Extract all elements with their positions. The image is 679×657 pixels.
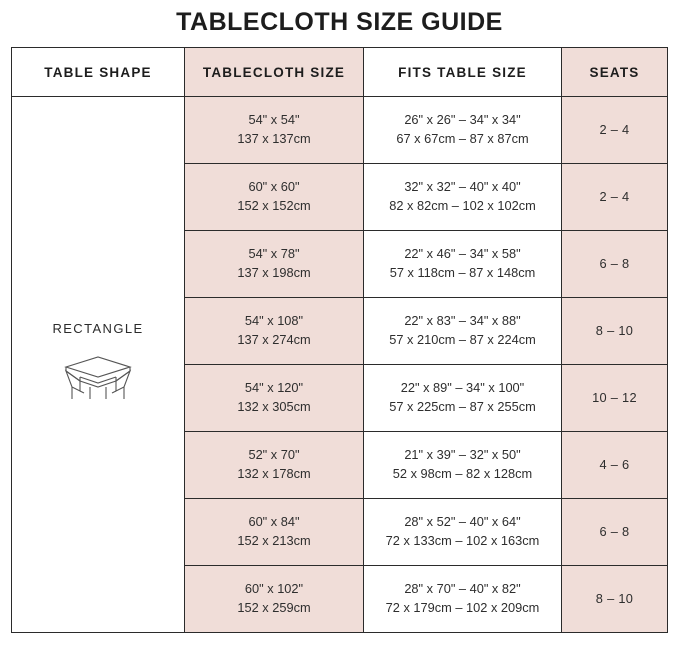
column-header-tablecloth-size: TABLECLOTH SIZE <box>185 48 364 97</box>
fits-size-inches: 22" x 83" – 34" x 88" <box>404 313 521 329</box>
table-shape-cell <box>12 97 185 633</box>
table-body <box>12 97 668 633</box>
cloth-size-cell <box>185 97 364 164</box>
fits-size-cm: 67 x 67cm – 87 x 87cm <box>396 131 529 146</box>
cloth-size-inches: 60" x 102" <box>244 581 304 597</box>
seats-cell: 2 – 4 <box>562 97 668 164</box>
fits-size-inches: 26" x 26" – 34" x 34" <box>404 112 521 128</box>
cloth-size-cm: 132 x 305cm <box>237 399 311 414</box>
seats-cell: 8 – 10 <box>562 566 668 633</box>
cloth-size-cell <box>185 231 364 298</box>
cloth-size-cell <box>185 432 364 499</box>
cloth-size-cell <box>185 566 364 633</box>
cloth-size-cm: 137 x 137cm <box>237 131 311 146</box>
fits-table-cell <box>364 566 562 633</box>
fits-size-cm: 72 x 133cm – 102 x 163cm <box>385 533 540 548</box>
header-row <box>12 48 668 97</box>
fits-table-cell <box>364 365 562 432</box>
cloth-size-cm: 152 x 259cm <box>237 600 311 615</box>
fits-size-inches: 22" x 89" – 34" x 100" <box>400 380 525 396</box>
fits-size-inches: 28" x 70" – 40" x 82" <box>404 581 521 597</box>
fits-size-cm: 82 x 82cm – 102 x 102cm <box>389 198 536 213</box>
column-header-fits-table-size: FITS TABLE SIZE <box>364 48 562 97</box>
seats-cell: 6 – 8 <box>562 231 668 298</box>
cloth-size-inches: 52" x 70" <box>248 447 300 463</box>
fits-size-cm: 57 x 118cm – 87 x 148cm <box>389 265 536 280</box>
fits-size-inches: 21" x 39" – 32" x 50" <box>404 447 521 463</box>
cloth-size-cm: 132 x 178cm <box>237 466 311 481</box>
fits-size-cm: 52 x 98cm – 82 x 128cm <box>392 466 533 481</box>
fits-size-inches: 28" x 52" – 40" x 64" <box>404 514 521 530</box>
fits-size-inches: 22" x 46" – 34" x 58" <box>404 246 521 262</box>
cloth-size-inches: 54" x 78" <box>248 246 300 262</box>
fits-size-cm: 57 x 210cm – 87 x 224cm <box>389 332 536 347</box>
cloth-size-cell <box>185 499 364 566</box>
cloth-size-cm: 137 x 274cm <box>237 332 311 347</box>
cloth-size-cm: 152 x 213cm <box>237 533 311 548</box>
seats-cell: 2 – 4 <box>562 164 668 231</box>
fits-table-cell <box>364 231 562 298</box>
fits-table-cell <box>364 164 562 231</box>
column-header-seats: SEATS <box>562 48 668 97</box>
cloth-size-cell <box>185 164 364 231</box>
cloth-size-inches: 54" x 120" <box>244 380 304 396</box>
cloth-size-cm: 137 x 198cm <box>237 265 311 280</box>
rectangular-table-icon <box>12 347 184 409</box>
fits-table-cell <box>364 499 562 566</box>
table-header <box>12 48 668 97</box>
cloth-size-inches: 60" x 60" <box>248 179 300 195</box>
seats-cell: 8 – 10 <box>562 298 668 365</box>
cloth-size-cm: 152 x 152cm <box>237 198 311 213</box>
tablecloth-size-table <box>11 47 668 633</box>
cloth-size-cell <box>185 298 364 365</box>
table-row <box>12 97 668 164</box>
fits-table-cell <box>364 298 562 365</box>
fits-table-cell <box>364 432 562 499</box>
seats-cell: 4 – 6 <box>562 432 668 499</box>
cloth-size-inches: 60" x 84" <box>248 514 300 530</box>
page-title: TABLECLOTH SIZE GUIDE <box>176 8 503 36</box>
cloth-size-inches: 54" x 108" <box>244 313 304 329</box>
seats-cell: 10 – 12 <box>562 365 668 432</box>
fits-size-cm: 57 x 225cm – 87 x 255cm <box>389 399 536 414</box>
fits-size-cm: 72 x 179cm – 102 x 209cm <box>385 600 540 615</box>
cloth-size-cell <box>185 365 364 432</box>
fits-table-cell <box>364 97 562 164</box>
fits-size-inches: 32" x 32" – 40" x 40" <box>404 179 521 195</box>
shape-label: RECTANGLE <box>52 321 144 337</box>
cloth-size-inches: 54" x 54" <box>248 112 300 128</box>
column-header-table-shape: TABLE SHAPE <box>12 48 185 97</box>
seats-cell: 6 – 8 <box>562 499 668 566</box>
